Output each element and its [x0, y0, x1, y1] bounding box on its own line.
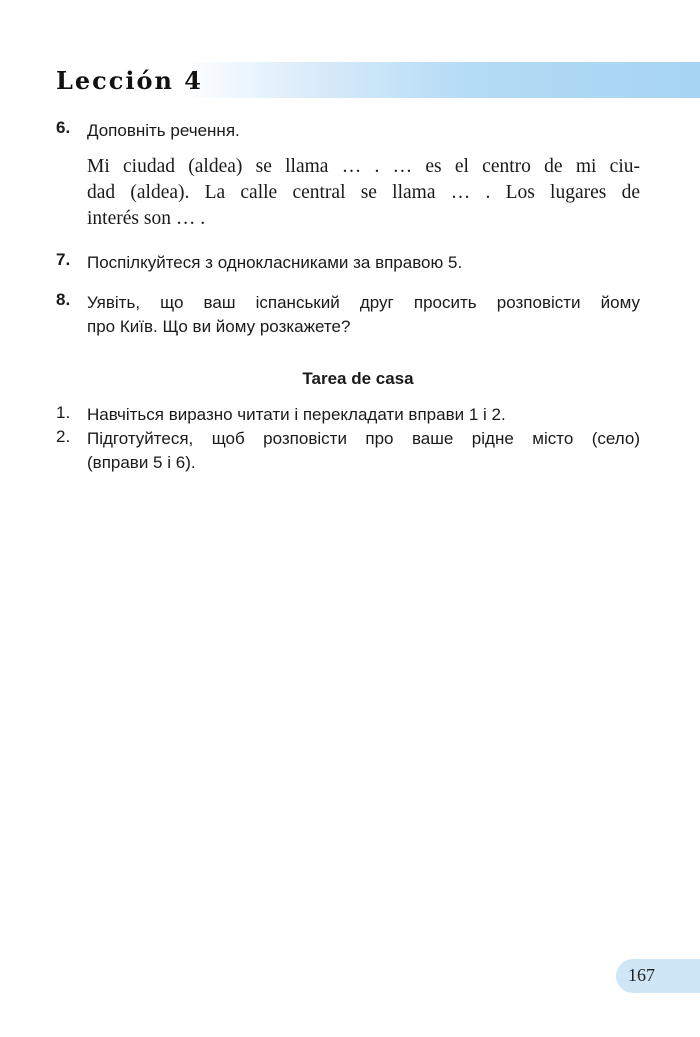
- homework-item-2-text: [87, 427, 640, 475]
- homework-item-line: Навчіться виразно читати і перекладати вправи 1 і 2.: [87, 405, 506, 424]
- homework-item-line: Підготуйтеся, щоб розповісти про ваше рідне місто (село): [87, 429, 640, 448]
- exercise-8-number: 8.: [56, 290, 71, 309]
- homework-item-line: (вправи 5 і 6).: [87, 453, 196, 472]
- spanish-text-line: dad (aldea). La calle central se llama … . Los lugares de: [87, 182, 640, 203]
- homework-item-1-number: 1.: [56, 403, 71, 422]
- spanish-text-line: interés son … .: [87, 208, 206, 229]
- exercise-7-text: Поспілкуйтеся з однокласниками за вправою 5.: [87, 253, 463, 272]
- exercise-6-number: 6.: [56, 118, 71, 137]
- lesson-title: Lección 4: [56, 66, 203, 95]
- page-number: 167: [628, 965, 655, 985]
- spanish-text-line: Mi ciudad (aldea) se llama … . … es el centro de mi ciu-: [87, 156, 640, 177]
- homework-title: Tarea de casa: [302, 369, 414, 388]
- homework-item-1-text: [87, 403, 640, 427]
- homework-item-2-number: 2.: [56, 427, 71, 446]
- exercise-6-instruction: Доповніть речення.: [87, 121, 240, 140]
- exercise-8-line: Уявіть, що ваш іспанський друг просить розповісти йому: [87, 293, 640, 312]
- exercise-7-number: 7.: [56, 250, 71, 269]
- exercise-8-line: про Київ. Що ви йому розкажете?: [87, 317, 351, 336]
- exercise-8-text: [87, 291, 640, 339]
- spanish-fill-in-text: [87, 154, 640, 232]
